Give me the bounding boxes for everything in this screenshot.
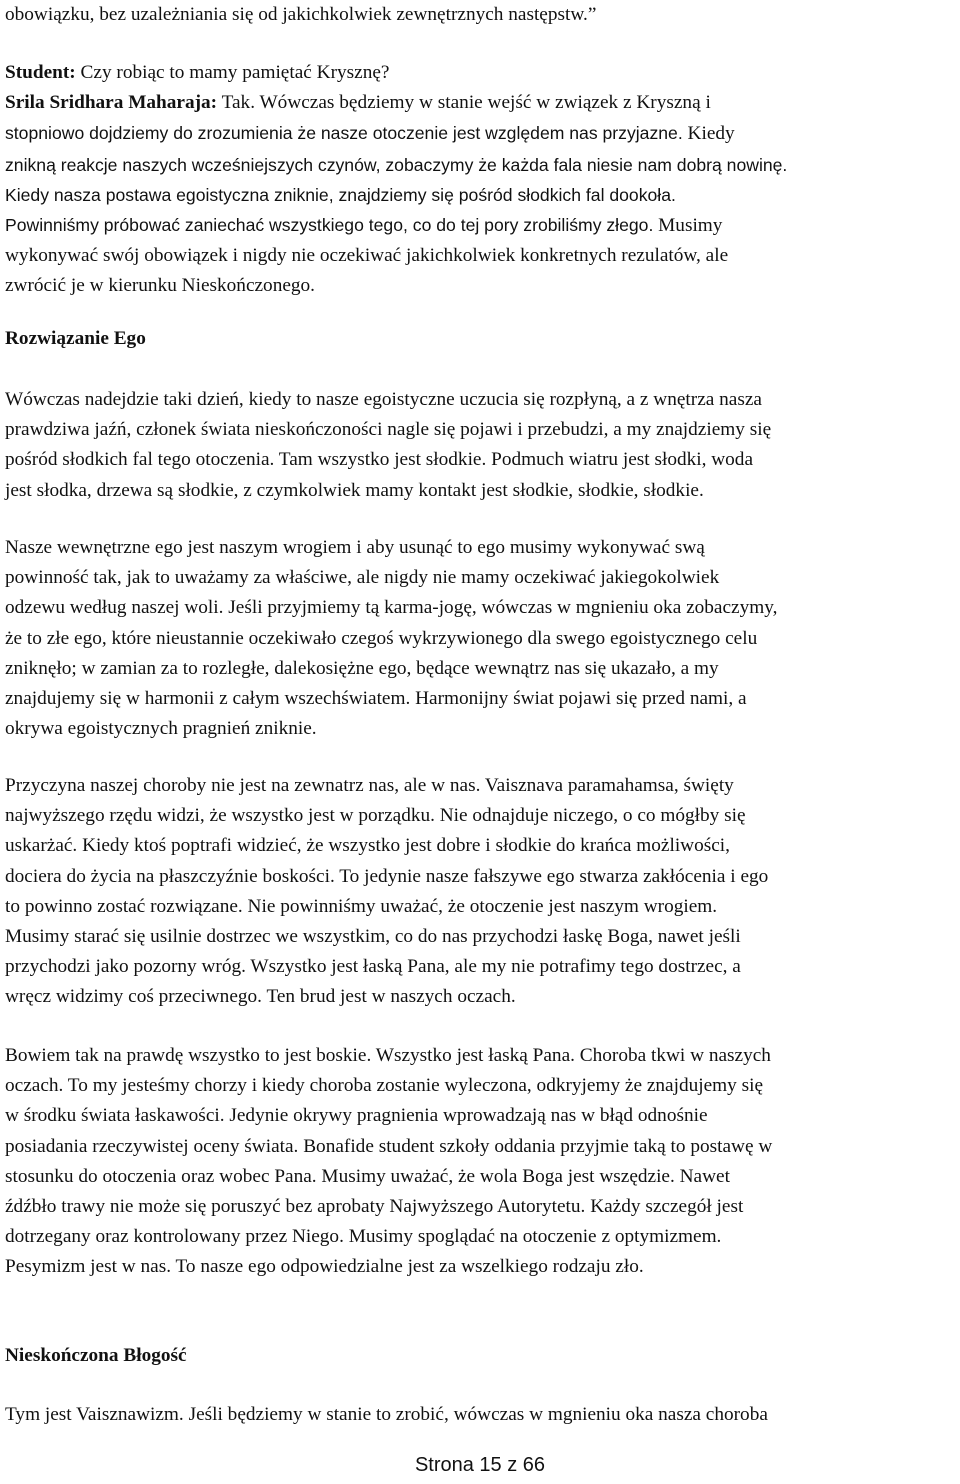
text-line: Wówczas nadejdzie taki dzień, kiedy to nasze egoistyczne uczucia się rozpłyną, a z wnętrza nasza [5, 389, 762, 410]
text-line: dociera do życia na płaszczyźnie boskości. To jedynie nasze fałszywe ego stwarza zakłócenia i ego [5, 865, 769, 887]
paragraph [5, 1041, 957, 1283]
paragraph-dialogue [5, 58, 957, 302]
text-line: źdźbło trawy nie może się poruszyć bez aprobaty Najwyższego Autorytetu. Każdy szczegół jest [5, 1196, 744, 1218]
section-heading: Rozwiązanie Ego [5, 328, 146, 349]
text-line: to powinno zostać rozwiązane. Nie powinniśmy uważać, że otoczenie jest naszym wrogiem. [5, 895, 718, 917]
paragraph-intro [5, 0, 957, 30]
text-line: stosunku do otoczenia oraz wobec Pana. Musimy uważać, że wola Boga jest wszędzie. Nawet [5, 1165, 730, 1187]
text-line: Nasze wewnętrzne ego jest naszym wrogiem i aby usunąć to ego musimy wykonywać swą [5, 537, 705, 558]
text-line: zwrócić je w kierunku Nieskończonego. [5, 275, 315, 297]
text-line: oczach. To my jesteśmy chorzy i kiedy choroba zostanie wyleczona, odkryjemy że znajdujemy się [5, 1075, 764, 1097]
text-line: w środku świata łaskawości. Jedynie okrywy pragnienia wprowadzają nas w błąd odnośnie [5, 1105, 708, 1127]
text-line: odzewu według naszej woli. Jeśli przyjmiemy tą karma-jogę, wówczas w mgnieniu oka zobaczymy, [5, 597, 778, 619]
text-line: uskarżać. Kiedy ktoś poptrafi widzieć, że wszystko jest dobre i słodkie do krańca możliwości, [5, 835, 730, 857]
text-line: najwyższego rzędu widzi, że wszystko jest w porządku. Nie odnajduje niczego, o co mógłby się [5, 805, 746, 827]
paragraph [5, 533, 957, 744]
dialogue-line [5, 58, 957, 88]
text-line: okrywa egoistycznych pragnień zniknie. [5, 718, 317, 740]
paragraph [5, 771, 957, 1013]
srila-answer: Tak. Wówczas będziemy w stanie wejść w związek z Kryszną i [217, 92, 711, 114]
text-line: przychodzi jako pozorny wróg. Wszystko jest łaską Pana, ale my nie potrafimy tego dostrzec, a [5, 956, 741, 978]
text-line: prawdziwa jaźń, członek świata nieskończoności nagle się pojawi i przebudzi, a my znajdziemy się [5, 419, 772, 441]
text-line: stopniowo dojdziemy do zrozumienia że nasze otoczenie jest względem nas przyjazne. Kiedy [5, 123, 735, 145]
text-line: posiadania rzeczywistej oceny świata. Bonafide student szkoły oddania przyjmie taką to postawę w [5, 1135, 773, 1157]
section-heading: Nieskończona Błogość [5, 1345, 187, 1366]
text-line: Przyczyna naszej choroby nie jest na zewnatrz nas, ale w nas. Vaisznava paramahamsa, święty [5, 775, 734, 796]
text-line: pośród słodkich fal tego otoczenia. Tam wszystko jest słodkie. Podmuch wiatru jest słodki, woda [5, 449, 754, 471]
speaker-label-srila: Srila Sridhara Maharaja: [5, 92, 218, 114]
speaker-label-student: Student: [5, 62, 76, 83]
paragraph [5, 385, 957, 506]
text-line: wręcz widzimy coś przeciwnego. Ten brud jest w naszych oczach. [5, 986, 516, 1008]
text-line: powinność tak, jak to uważamy za właściwe, ale nigdy nie mamy oczekiwać jakiegokolwiek [5, 567, 720, 589]
text-line: obowiązku, bez uzależniania się od jakichkolwiek zewnętrznych następstw.” [5, 4, 597, 25]
student-question: Czy robiąc to mamy pamiętać Krysznę? [75, 62, 390, 83]
text-line: Pesymizm jest w nas. To nasze ego odpowiedzialne jest za wszelkiego rodzaju zło. [5, 1256, 644, 1278]
text-line: że to złe ego, które nieustannie oczekiwało czegoś wykrzywionego dla swego egoistycznego celu [5, 627, 758, 649]
dialogue-line [5, 88, 957, 118]
page-number: Strona 15 z 66 [414, 1454, 546, 1476]
text-line: jest słodka, drzewa są słodkie, z czymkolwiek mamy kontakt jest słodkie, słodkie, słodkie. [5, 479, 704, 501]
text-line: Kiedy nasza postawa egoistyczna zniknie, znajdziemy się pośród słodkich fal dookoła. [5, 184, 676, 205]
text-line: Tym jest Vaisznawizm. Jeśli będziemy w stanie to zrobić, wówczas w mgnieniu oka nasza choroba [5, 1404, 768, 1425]
paragraph [5, 1400, 957, 1430]
text-line: dotrzegany oraz kontrolowany przez Niego. Musimy spoglądać na otoczenie z optymizmem. [5, 1226, 722, 1248]
text-line: Powinniśmy próbować zaniechać wszystkiego tego, co do tej pory zrobiliśmy złego. Musimy [5, 215, 723, 237]
text-line: znikną reakcje naszych wcześniejszych czynów, zobaczymy że każda fala niesie nam dobrą nowinę. [5, 154, 788, 175]
text-line: zniknęło; w zamian za to rozległe, dalekosiężne ego, będące wewnątrz nas się ukazało, a my [5, 657, 719, 679]
text-line: wykonywać swój obowiązek i nigdy nie oczekiwać jakichkolwiek konkretnych rezulatów, ale [5, 245, 729, 267]
text-line: Bowiem tak na prawdę wszystko to jest boskie. Wszystko jest łaską Pana. Choroba tkwi w naszych [5, 1045, 771, 1066]
text-line: Musimy starać się usilnie dostrzec we wszystkim, co do nas przychodzi łaskę Boga, nawet jeśli [5, 926, 741, 948]
text-line: znajdujemy się w harmonii z całym wszechświatem. Harmonijny świat pojawi się przed nami, a [5, 688, 747, 710]
